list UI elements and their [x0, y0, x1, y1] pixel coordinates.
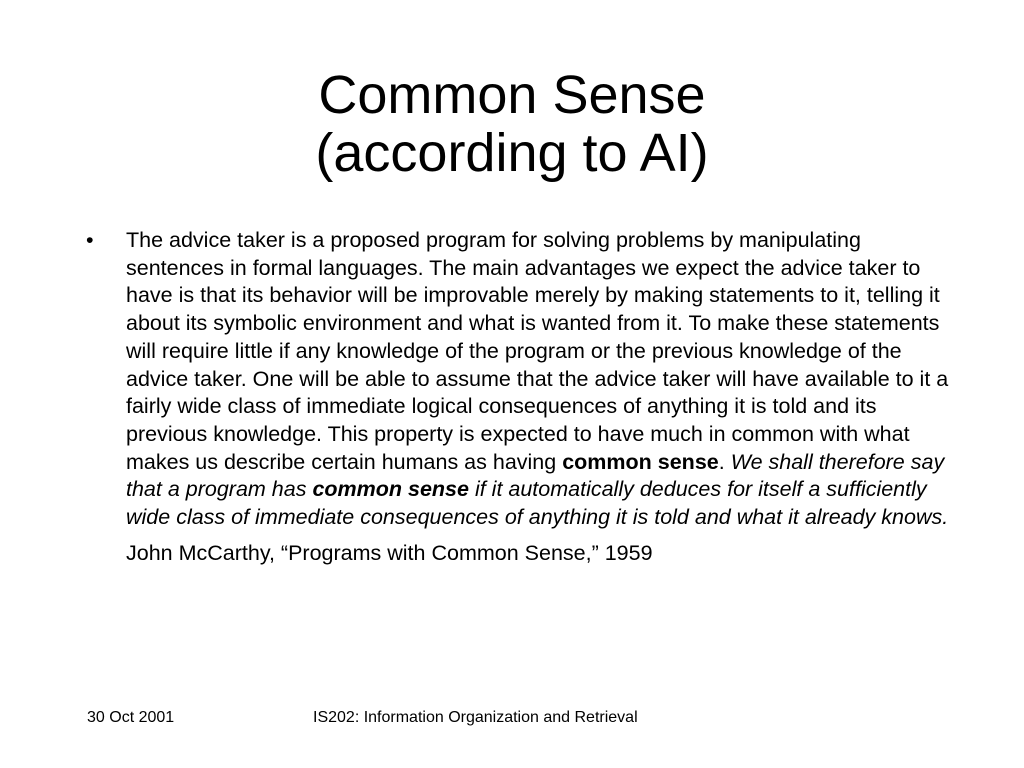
quote-period: .	[718, 449, 731, 474]
slide-title	[0, 66, 1024, 182]
bold-italic-term: common sense	[312, 477, 469, 502]
quote-intro: The advice taker is a proposed program for solving problems by manipulating sentences in formal languages. The main advantages we expect the advice taker to have is that its behavior will be improvable merely by making statements to it, telling it about its symbolic environment and what is wanted from it. To make these statements will require little if any knowledge of the program or the previous knowledge of the advice taker. One will be able to assume that the advice taker will have available to it a fairly wide class of immediate logical consequences of anything it is told and its previous knowledge. This property is expected to have much in common with what makes us describe certain humans as having	[126, 228, 949, 474]
italic-tail: if it automatically deduces for itself a sufficiently wide class of immediate consequences of anything it is told and what it already knows.	[126, 477, 949, 530]
italic-lead: We shall therefore say that a program has	[126, 449, 945, 502]
quote-paragraph	[126, 227, 954, 532]
bullet-icon: •	[86, 228, 94, 252]
footer-date: 30 Oct 2001	[87, 709, 175, 726]
bullet-item	[84, 227, 954, 532]
bold-term: common sense	[562, 449, 719, 474]
title-line-1: Common Sense	[318, 65, 706, 125]
slide-body	[84, 227, 954, 567]
citation: John McCarthy, “Programs with Common Sense,” 1959	[126, 540, 653, 565]
title-line-2: (according to AI)	[315, 123, 709, 183]
footer-course: IS202: Information Organization and Retrieval	[313, 709, 638, 726]
